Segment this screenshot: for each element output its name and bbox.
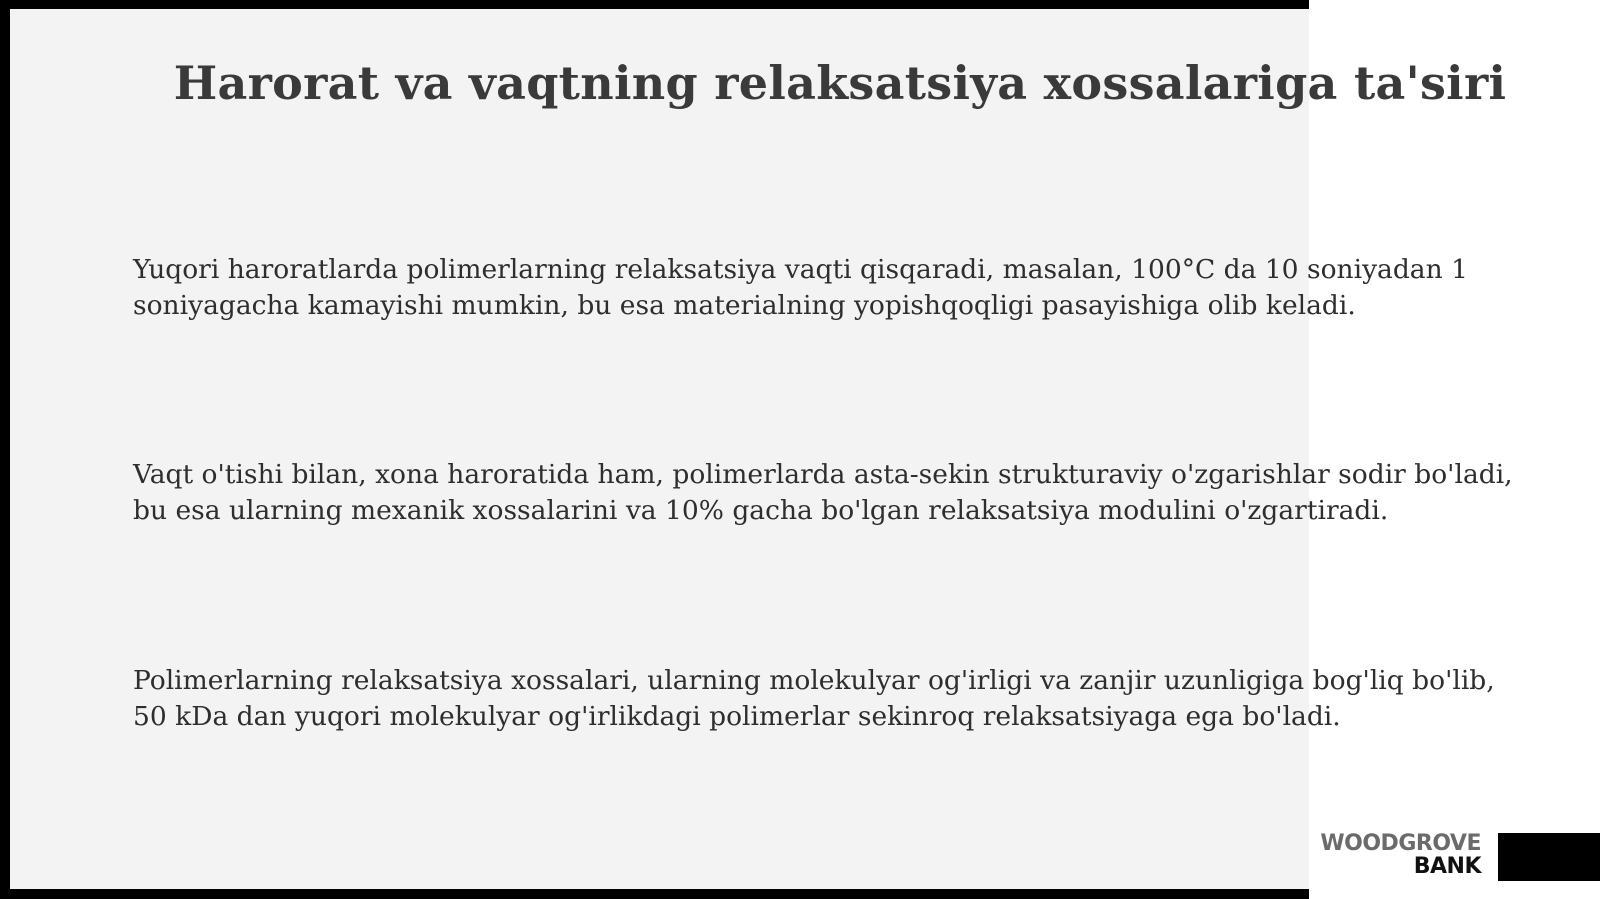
logo-text-bank: BANK xyxy=(1413,854,1481,879)
frame-bottom-bar xyxy=(0,889,1309,899)
logo-black-block xyxy=(1498,833,1600,881)
paragraph-molecular-weight: Polimerlarning relaksatsiya xossalari, ularning molekulyar og'irligi va zanjir uzunligiga bog'liq bo'lib, 50 kDa dan yuqori molekulyar og'irlikdagi polimerlar sekinroq relaksatsiyaga ega bo'ladi. xyxy=(133,665,1495,732)
frame-left-bar xyxy=(0,0,10,899)
paragraph-time: Vaqt o'tishi bilan, xona haroratida ham, polimerlarda asta-sekin strukturaviy o'zgarishlar sodir bo'ladi, bu esa ularning mexanik xossalarini va 10% gacha bo'lgan relaksatsiya modulini o'zgartiradi. xyxy=(133,459,1513,526)
slide-title: Harorat va vaqtning relaksatsiya xossalariga ta'siri xyxy=(173,56,1507,110)
frame-top-bar xyxy=(0,0,1309,9)
paragraph-temperature: Yuqori haroratlarda polimerlarning relaksatsiya vaqti qisqaradi, masalan, 100°C da 10 soniyadan 1 soniyagacha kamayishi mumkin, bu esa materialning yopishqoqligi pasayishiga olib keladi. xyxy=(133,254,1468,321)
content-panel xyxy=(10,9,1309,889)
logo-text-woodgrove: WOODGROVE xyxy=(1320,831,1481,856)
woodgrove-bank-logo xyxy=(1316,832,1481,878)
